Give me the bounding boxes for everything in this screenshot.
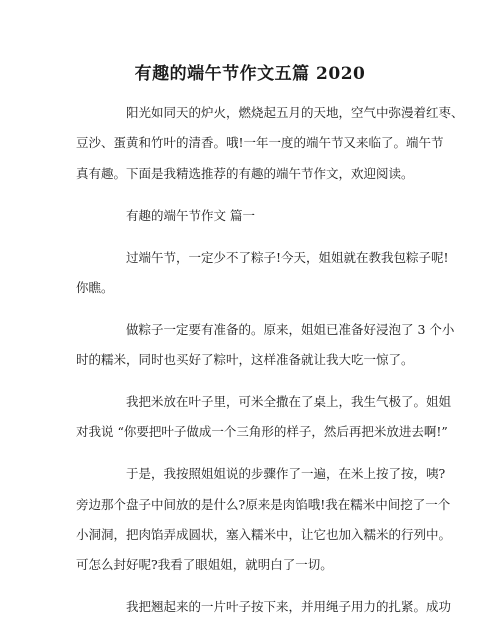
- text-line: 对我说 “你要把叶子做成一个三角形的样子，然后再把米放进去啊!”: [76, 424, 448, 440]
- paragraph: [76, 592, 452, 622]
- paragraph: [76, 387, 452, 448]
- paragraph: [76, 243, 449, 304]
- text-line: 可怎么封好呢?我看了眼姐姐，就明白了一切。: [76, 557, 333, 573]
- paragraph: [76, 315, 455, 376]
- paragraph: [76, 459, 452, 580]
- text-line: 你瞧。: [76, 279, 114, 295]
- text-line: 做粽子一定要有准备的。原来，姐姐已准备好浸泡了 3 个小: [126, 321, 455, 337]
- text-line: 旁边那个盘子中间放的是什么?原来是肉馅哦!我在糯米中间挖了一个: [76, 496, 451, 512]
- paragraph-intro: [76, 98, 464, 189]
- document-title: 有趣的端午节作文五篇 2020: [134, 64, 366, 84]
- text-line: 过端午节，一定少不了粽子!今天，姐姐就在教我包粽子呢!: [126, 249, 449, 265]
- text-line: 时的糯米，同时也买好了粽叶，这样准备就让我大吃一惊了。: [76, 352, 414, 368]
- text-line: 阳光如同天的炉火，燃烧起五月的天地，空气中弥漫着红枣、: [126, 105, 464, 120]
- text-line: 我把米放在叶子里，可米全撒在了桌上，我生气极了。姐姐: [126, 394, 452, 410]
- text-line: 有趣的端午节作文 篇一: [126, 207, 255, 223]
- text-line: 小洞洞，把肉馅弄成圆状，塞入糯米中，让它也加入糯米的行列中。: [76, 527, 452, 542]
- text-line: 于是，我按照姐姐说的步骤作了一遍，在米上按了按，咦?: [126, 466, 446, 482]
- text-line: 真有趣。下面是我精选推荐的有趣的端午节作文，欢迎阅读。: [76, 165, 414, 181]
- document-body: [76, 98, 464, 623]
- text-line: 豆沙、蛋黄和竹叶的清香。哦!一年一度的端午节又来临了。端午节: [76, 135, 444, 151]
- section-heading: [76, 201, 436, 231]
- text-line: 我把翘起来的一片叶子按下来，并用绳子用力的扎紧。成功: [126, 599, 452, 615]
